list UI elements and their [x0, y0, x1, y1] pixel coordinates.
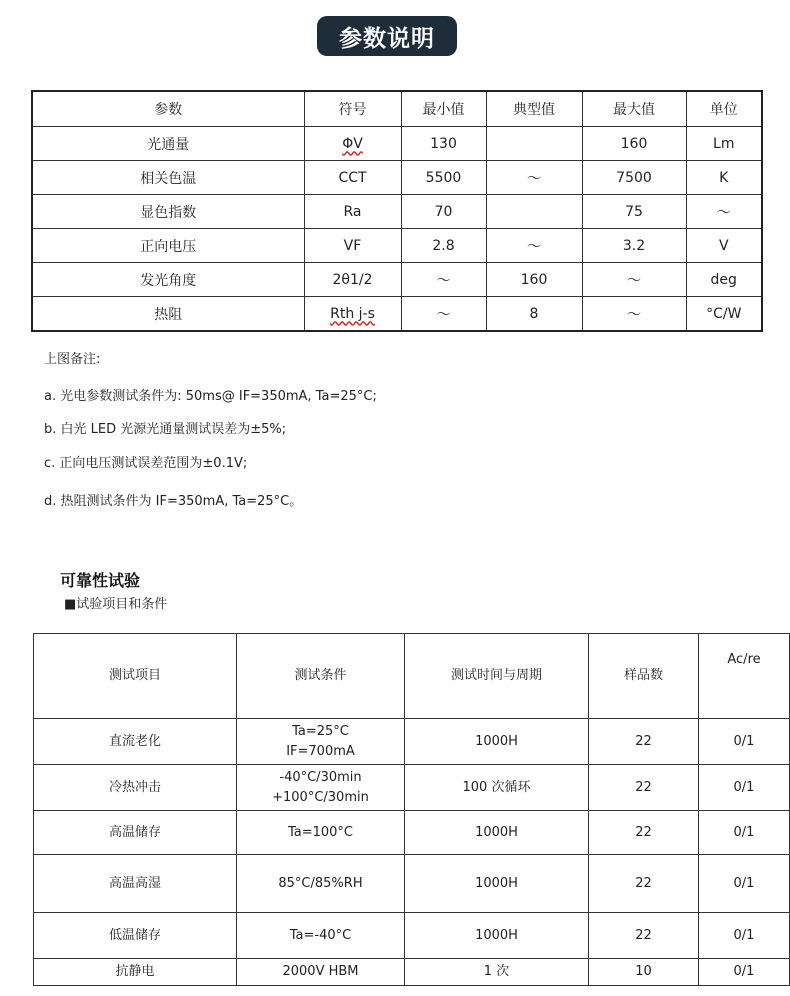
table-cell: 1000H [405, 913, 589, 959]
table-cell: ～ [401, 297, 486, 332]
table-cell: 5500 [401, 161, 486, 195]
reliability-table [33, 633, 790, 986]
table-cell: deg [686, 263, 762, 297]
table-row [32, 127, 762, 161]
condition-line: +100°C/30min [272, 789, 369, 805]
table-cell: 160 [582, 127, 686, 161]
table-cell: 22 [589, 765, 699, 811]
table-cell: Ta=100°C [237, 811, 405, 855]
table-cell [237, 719, 405, 765]
table-cell: 发光角度 [32, 263, 304, 297]
table-cell: ～ [401, 263, 486, 297]
table-cell: 2θ1/2 [304, 263, 401, 297]
table-cell: 0/1 [699, 913, 790, 959]
table-cell: 热阻 [32, 297, 304, 332]
section-title: 可靠性试验 [60, 571, 141, 590]
table-cell: 3.2 [582, 229, 686, 263]
condition-line: Ta=25°C [292, 724, 349, 739]
note-item: a. 光电参数测试条件为: 50ms@ IF=350mA, Ta=25°C; [44, 389, 377, 404]
section-subtitle: ■试验项目和条件 [64, 597, 168, 612]
table-cell: 70 [401, 195, 486, 229]
table-cell: 0/1 [699, 855, 790, 913]
table-cell: 160 [486, 263, 582, 297]
table-cell: Ra [304, 195, 401, 229]
table-cell: 相关色温 [32, 161, 304, 195]
header-cell: 样品数 [589, 634, 699, 719]
table-cell: ～ [686, 195, 762, 229]
table-cell: 22 [589, 913, 699, 959]
table-cell [304, 127, 401, 161]
table-header-row [34, 634, 790, 719]
table-cell: 2.8 [401, 229, 486, 263]
symbol-text: Rth j-s [330, 305, 375, 322]
symbol-text: ΦV [342, 135, 363, 152]
table-cell: 22 [589, 855, 699, 913]
header-cell: 单位 [686, 91, 762, 127]
note-item: d. 热阻测试条件为 IF=350mA, Ta=25°C。 [44, 494, 303, 509]
page-title: 参数说明 [317, 16, 457, 56]
header-cell: 测试条件 [237, 634, 405, 719]
notes-heading: 上图备注: [44, 352, 101, 367]
table-cell: 0/1 [699, 811, 790, 855]
table-row [34, 719, 790, 765]
table-cell: 正向电压 [32, 229, 304, 263]
table-cell: ～ [486, 229, 582, 263]
header-cell: 符号 [304, 91, 401, 127]
table-cell: CCT [304, 161, 401, 195]
condition-line: IF=700mA [286, 743, 355, 759]
table-cell: 抗静电 [34, 959, 237, 986]
table-cell: °C/W [686, 297, 762, 332]
table-cell: ～ [486, 161, 582, 195]
table-row [34, 913, 790, 959]
note-item: c. 正向电压测试误差范围为±0.1V; [44, 456, 248, 471]
table-cell: 显色指数 [32, 195, 304, 229]
table-row [32, 297, 762, 332]
table-row [34, 959, 790, 986]
table-row [32, 263, 762, 297]
table-cell: 1000H [405, 811, 589, 855]
table-cell: 8 [486, 297, 582, 332]
table-cell: 22 [589, 811, 699, 855]
table-cell [486, 127, 582, 161]
table-cell: 高温高湿 [34, 855, 237, 913]
table-row [32, 195, 762, 229]
table-row [34, 765, 790, 811]
table-cell: 1000H [405, 855, 589, 913]
condition-line: -40°C/30min [279, 770, 362, 785]
table-cell: 直流老化 [34, 719, 237, 765]
table-row [32, 229, 762, 263]
table-row [34, 855, 790, 913]
table-cell [486, 195, 582, 229]
table-cell: 0/1 [699, 959, 790, 986]
table-cell: 1 次 [405, 959, 589, 986]
table-cell: 130 [401, 127, 486, 161]
table-cell [304, 297, 401, 332]
table-row [34, 811, 790, 855]
header-cell: Ac/re [699, 634, 790, 719]
table-cell: K [686, 161, 762, 195]
note-item: b. 白光 LED 光源光通量测试误差为±5%; [44, 422, 287, 437]
table-cell: ～ [582, 263, 686, 297]
header-cell: 测试时间与周期 [405, 634, 589, 719]
table-cell: 22 [589, 719, 699, 765]
table-cell: 85°C/85%RH [237, 855, 405, 913]
table-cell: 高温储存 [34, 811, 237, 855]
table-cell [237, 765, 405, 811]
header-cell: 测试项目 [34, 634, 237, 719]
table-cell: Lm [686, 127, 762, 161]
table-cell: 0/1 [699, 765, 790, 811]
table-row [32, 161, 762, 195]
header-cell: 典型值 [486, 91, 582, 127]
header-cell: 最小值 [401, 91, 486, 127]
table-cell: V [686, 229, 762, 263]
table-cell: 光通量 [32, 127, 304, 161]
table-cell: VF [304, 229, 401, 263]
table-cell: 75 [582, 195, 686, 229]
table-cell: 低温储存 [34, 913, 237, 959]
parameter-table [31, 90, 763, 332]
header-cell: 最大值 [582, 91, 686, 127]
table-cell: Ta=-40°C [237, 913, 405, 959]
table-cell: ～ [582, 297, 686, 332]
table-cell: 2000V HBM [237, 959, 405, 986]
table-cell: 1000H [405, 719, 589, 765]
table-cell: 100 次循环 [405, 765, 589, 811]
table-cell: 7500 [582, 161, 686, 195]
table-header-row [32, 91, 762, 127]
table-cell: 冷热冲击 [34, 765, 237, 811]
table-cell: 0/1 [699, 719, 790, 765]
header-cell: 参数 [32, 91, 304, 127]
table-cell: 10 [589, 959, 699, 986]
